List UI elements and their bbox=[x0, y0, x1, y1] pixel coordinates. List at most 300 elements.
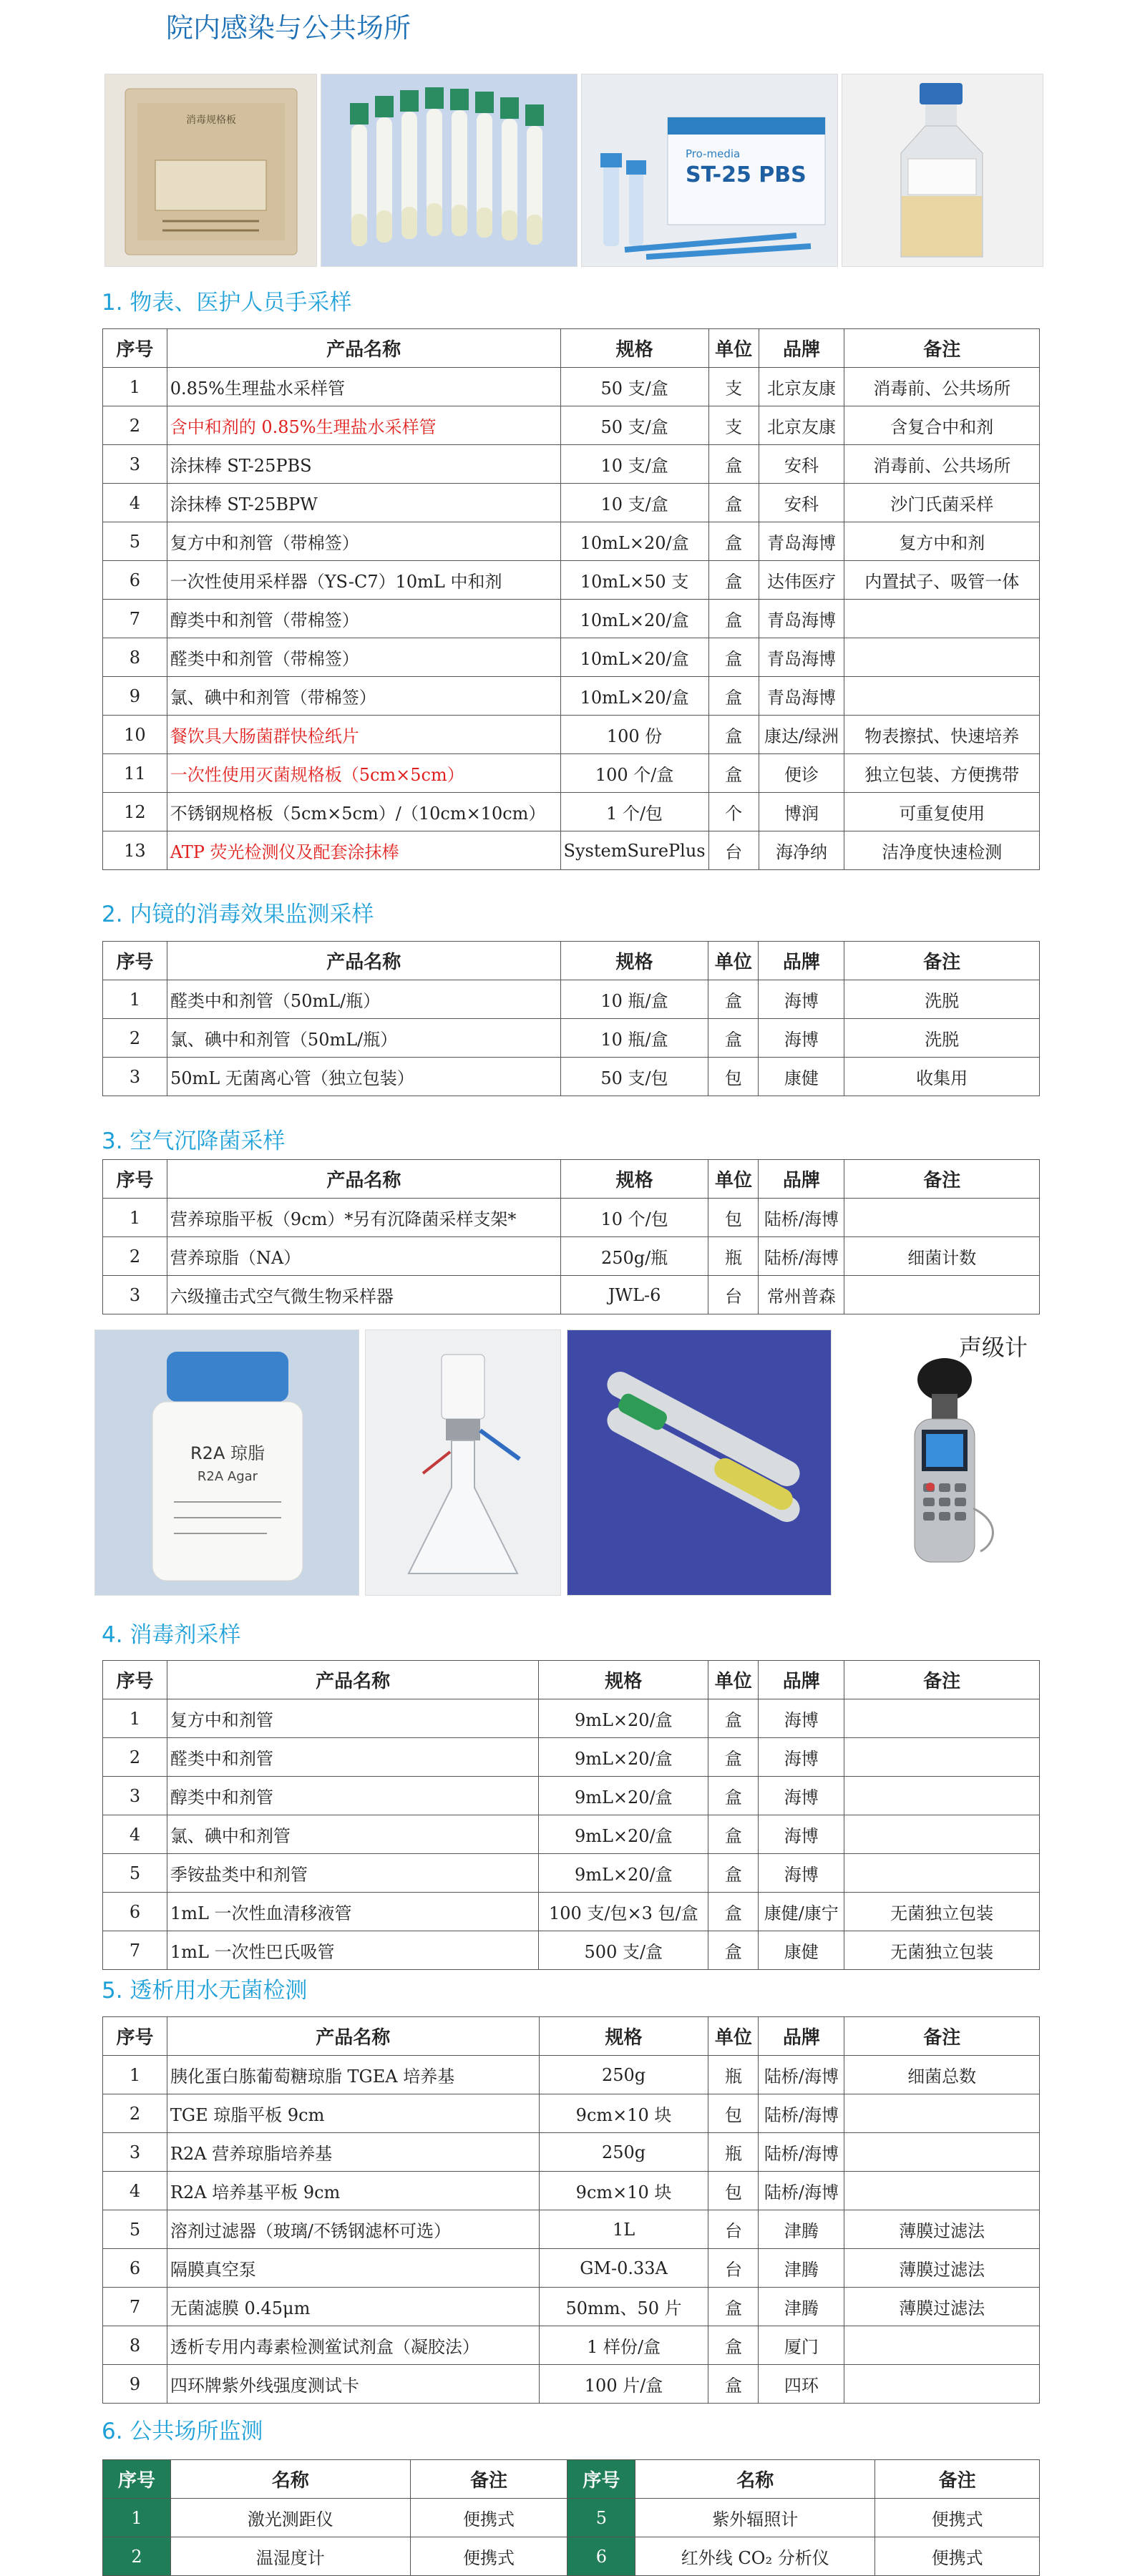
header-spec: 规格 bbox=[539, 2017, 708, 2056]
table-row bbox=[103, 2094, 1040, 2133]
product-brand: 陆桥/海博 bbox=[759, 2094, 844, 2133]
product-unit: 盒 bbox=[708, 561, 759, 600]
table-row bbox=[103, 716, 1040, 754]
product-note: 薄膜过滤法 bbox=[844, 2210, 1040, 2249]
table-row bbox=[103, 2288, 1040, 2326]
product-name: 涂抹棒 ST-25PBS bbox=[167, 445, 560, 484]
row-number: 3 bbox=[103, 1276, 167, 1314]
product-name: 四环牌紫外线强度测试卡 bbox=[167, 2365, 539, 2404]
table-body-4 bbox=[103, 1699, 1040, 1970]
row-number: 8 bbox=[103, 2326, 167, 2365]
row-number: 1 bbox=[103, 1699, 167, 1738]
product-brand: 海博 bbox=[759, 1854, 844, 1893]
product-spec: 9mL×20/盒 bbox=[539, 1777, 708, 1815]
product-unit: 盒 bbox=[708, 1854, 759, 1893]
r2a-agar-bottle-photo bbox=[94, 1330, 359, 1596]
product-note: 细菌计数 bbox=[844, 1237, 1040, 1276]
product-spec: 10mL×20/盒 bbox=[560, 522, 708, 561]
filter-funnel-photo bbox=[365, 1330, 561, 1596]
product-brand: 津腾 bbox=[759, 2288, 844, 2326]
section-title-5: 5. 透析用水无菌检测 bbox=[102, 1978, 308, 2004]
product-note: 沙门氏菌采样 bbox=[844, 484, 1040, 522]
product-brand: 厦门 bbox=[759, 2326, 844, 2365]
product-spec: 9mL×20/盒 bbox=[539, 1699, 708, 1738]
item-note: 便携式 bbox=[410, 2537, 567, 2576]
header-brand: 品牌 bbox=[759, 942, 844, 980]
row-number: 5 bbox=[103, 1854, 167, 1893]
product-name: 1mL 一次性巴氏吸管 bbox=[167, 1931, 538, 1970]
product-brand: 康达/绿洲 bbox=[759, 716, 844, 754]
row-number: 5 bbox=[103, 522, 167, 561]
product-unit: 盒 bbox=[708, 1019, 759, 1058]
bag-label: 消毒规格板 bbox=[186, 114, 236, 126]
product-unit: 盒 bbox=[708, 522, 759, 561]
box-sub-label: Pro-media bbox=[686, 147, 741, 160]
product-note: 复方中和剂 bbox=[844, 522, 1040, 561]
header-spec: 规格 bbox=[539, 1661, 708, 1699]
table-row bbox=[103, 561, 1040, 600]
photo-row-top bbox=[104, 74, 1043, 267]
table-row bbox=[103, 2499, 1040, 2537]
product-name: 氯、碘中和剂管（50mL/瓶） bbox=[167, 1019, 560, 1058]
product-spec: 100 片/盒 bbox=[539, 2365, 708, 2404]
table-row bbox=[103, 368, 1040, 406]
table-row bbox=[103, 1199, 1040, 1237]
product-name: 胰化蛋白胨葡萄糖琼脂 TGEA 培养基 bbox=[167, 2056, 539, 2094]
product-brand: 青岛海博 bbox=[759, 600, 844, 638]
product-unit: 盒 bbox=[708, 2326, 759, 2365]
table-row bbox=[103, 522, 1040, 561]
product-spec: 50 支/盒 bbox=[560, 368, 708, 406]
product-name: 隔膜真空泵 bbox=[167, 2249, 539, 2288]
product-brand: 海博 bbox=[759, 1019, 844, 1058]
header-no: 序号 bbox=[103, 1160, 167, 1199]
table-row bbox=[103, 1777, 1040, 1815]
product-name: 溶剂过滤器（玻璃/不锈钢滤杯可选） bbox=[167, 2210, 539, 2249]
sterile-bag-image bbox=[105, 74, 316, 266]
product-note: 无菌独立包装 bbox=[844, 1893, 1040, 1931]
table-row bbox=[103, 1893, 1040, 1931]
product-spec: 1L bbox=[539, 2210, 708, 2249]
product-unit: 盒 bbox=[708, 638, 759, 677]
swab-tubes-image bbox=[567, 1330, 831, 1595]
product-brand: 津腾 bbox=[759, 2210, 844, 2249]
table-row bbox=[103, 2172, 1040, 2210]
product-unit: 盒 bbox=[708, 445, 759, 484]
product-spec: 1 样份/盒 bbox=[539, 2326, 708, 2365]
product-unit: 包 bbox=[708, 2094, 759, 2133]
header-no: 序号 bbox=[103, 942, 167, 980]
product-spec: 100 份 bbox=[560, 716, 708, 754]
product-brand: 康健/康宁 bbox=[759, 1893, 844, 1931]
product-name: R2A 营养琼脂培养基 bbox=[167, 2133, 539, 2172]
photo-row-middle bbox=[94, 1330, 1052, 1596]
product-name: 一次性使用灭菌规格板（5cm×5cm） bbox=[167, 754, 560, 793]
product-note: 消毒前、公共场所 bbox=[844, 445, 1040, 484]
header-product: 产品名称 bbox=[167, 942, 560, 980]
table-row bbox=[103, 2210, 1040, 2249]
header-unit: 单位 bbox=[708, 942, 759, 980]
product-unit: 盒 bbox=[708, 484, 759, 522]
product-note bbox=[844, 1815, 1040, 1854]
section-title-6: 6. 公共场所监测 bbox=[102, 2419, 263, 2444]
row-number: 1 bbox=[103, 1199, 167, 1237]
row-number: 1 bbox=[103, 980, 167, 1019]
table-row bbox=[103, 2365, 1040, 2404]
header-note-2: 备注 bbox=[875, 2460, 1040, 2499]
product-unit: 瓶 bbox=[708, 2056, 759, 2094]
product-brand: 四环 bbox=[759, 2365, 844, 2404]
table-row bbox=[103, 1019, 1040, 1058]
table-row bbox=[103, 445, 1040, 484]
product-unit: 瓶 bbox=[708, 1237, 759, 1276]
product-spec: SystemSurePlus bbox=[560, 831, 708, 870]
product-brand: 博润 bbox=[759, 793, 844, 831]
product-name: 涂抹棒 ST-25BPW bbox=[167, 484, 560, 522]
header-note: 备注 bbox=[844, 329, 1040, 368]
product-spec: 100 支/包×3 包/盒 bbox=[539, 1893, 708, 1931]
product-name: TGE 琼脂平板 9cm bbox=[167, 2094, 539, 2133]
row-number: 11 bbox=[103, 754, 167, 793]
section-title-4: 4. 消毒剂采样 bbox=[102, 1622, 241, 1648]
table-section-2 bbox=[102, 941, 1040, 1096]
product-brand: 海博 bbox=[759, 1699, 844, 1738]
section-title-2: 2. 内镜的消毒效果监测采样 bbox=[102, 902, 374, 927]
table-row bbox=[103, 638, 1040, 677]
product-unit: 盒 bbox=[708, 600, 759, 638]
product-unit: 个 bbox=[708, 793, 759, 831]
row-number: 2 bbox=[103, 1738, 167, 1777]
product-note bbox=[844, 2172, 1040, 2210]
table-section-1 bbox=[102, 328, 1040, 870]
product-spec: 50 支/盒 bbox=[560, 406, 708, 445]
header-product: 产品名称 bbox=[167, 1160, 560, 1199]
row-number: 3 bbox=[103, 2133, 167, 2172]
product-note bbox=[844, 1699, 1040, 1738]
product-note: 薄膜过滤法 bbox=[844, 2249, 1040, 2288]
row-number: 1 bbox=[103, 2056, 167, 2094]
table-row bbox=[103, 1738, 1040, 1777]
item-note-2: 便携式 bbox=[875, 2537, 1040, 2576]
row-number: 4 bbox=[103, 2172, 167, 2210]
product-name: 一次性使用采样器（YS-C7）10mL 中和剂 bbox=[167, 561, 560, 600]
product-note bbox=[844, 1199, 1040, 1237]
product-brand: 津腾 bbox=[759, 2249, 844, 2288]
product-note bbox=[844, 2094, 1040, 2133]
box-label: ST-25 PBS bbox=[686, 162, 807, 187]
product-name: 醛类中和剂管 bbox=[167, 1738, 538, 1777]
product-note bbox=[844, 638, 1040, 677]
product-brand: 达伟医疗 bbox=[759, 561, 844, 600]
row-number: 8 bbox=[103, 638, 167, 677]
table-row bbox=[103, 2133, 1040, 2172]
section-title-3: 3. 空气沉降菌采样 bbox=[102, 1128, 286, 1154]
header-brand: 品牌 bbox=[759, 1661, 844, 1699]
table-row bbox=[103, 793, 1040, 831]
st25pbs-image bbox=[582, 74, 837, 266]
row-number: 9 bbox=[103, 677, 167, 716]
product-name: 营养琼脂平板（9cm）*另有沉降菌采样支架* bbox=[167, 1199, 560, 1237]
header-product: 产品名称 bbox=[167, 1661, 538, 1699]
product-unit: 瓶 bbox=[708, 2133, 759, 2172]
row-number: 2 bbox=[103, 406, 167, 445]
product-name: 不锈钢规格板（5cm×5cm）/（10cm×10cm） bbox=[167, 793, 560, 831]
row-number: 13 bbox=[103, 831, 167, 870]
row-number: 4 bbox=[103, 1815, 167, 1854]
product-spec: 9mL×20/盒 bbox=[539, 1815, 708, 1854]
header-name-2: 名称 bbox=[635, 2460, 875, 2499]
green-cap-tubes-photo bbox=[321, 74, 578, 267]
product-spec: 10 支/盒 bbox=[560, 484, 708, 522]
table-row bbox=[103, 2537, 1040, 2576]
table-header-row bbox=[103, 1160, 1040, 1199]
header-no-2: 序号 bbox=[567, 2460, 635, 2499]
product-spec: GM-0.33A bbox=[539, 2249, 708, 2288]
header-note: 备注 bbox=[410, 2460, 567, 2499]
product-spec: 10mL×50 支 bbox=[560, 561, 708, 600]
item-name: 温湿度计 bbox=[170, 2537, 410, 2576]
item-name-2: 紫外辐照计 bbox=[635, 2499, 875, 2537]
table-row bbox=[103, 831, 1040, 870]
row-number: 1 bbox=[103, 2499, 171, 2537]
row-number: 1 bbox=[103, 368, 167, 406]
row-number: 3 bbox=[103, 1058, 167, 1096]
row-number-2: 6 bbox=[567, 2537, 635, 2576]
product-unit: 盒 bbox=[708, 1738, 759, 1777]
product-spec: 9mL×20/盒 bbox=[539, 1854, 708, 1893]
product-spec: 10 支/盒 bbox=[560, 445, 708, 484]
product-unit: 台 bbox=[708, 2249, 759, 2288]
table-header-row bbox=[103, 942, 1040, 980]
header-spec: 规格 bbox=[560, 1160, 708, 1199]
product-spec: 50mm、50 片 bbox=[539, 2288, 708, 2326]
sound-level-meter-photo bbox=[837, 1330, 1052, 1594]
header-unit: 单位 bbox=[708, 1661, 759, 1699]
product-brand: 海博 bbox=[759, 980, 844, 1019]
product-name: R2A 培养基平板 9cm bbox=[167, 2172, 539, 2210]
product-unit: 台 bbox=[708, 831, 759, 870]
table-row bbox=[103, 1276, 1040, 1314]
table-body-6 bbox=[103, 2499, 1040, 2576]
product-note: 物表擦拭、快速培养 bbox=[844, 716, 1040, 754]
table-row bbox=[103, 980, 1040, 1019]
item-note-2: 便携式 bbox=[875, 2499, 1040, 2537]
product-name: 醛类中和剂管（50mL/瓶） bbox=[167, 980, 560, 1019]
product-name: 复方中和剂管（带棉签） bbox=[167, 522, 560, 561]
product-name: 透析专用内毒素检测鲎试剂盒（凝胶法） bbox=[167, 2326, 539, 2365]
table-section-4 bbox=[102, 1660, 1040, 1970]
product-note: 细菌总数 bbox=[844, 2056, 1040, 2094]
product-name: 无菌滤膜 0.45μm bbox=[167, 2288, 539, 2326]
table-row bbox=[103, 1854, 1040, 1893]
product-note bbox=[844, 2365, 1040, 2404]
header-spec: 规格 bbox=[560, 942, 708, 980]
row-number: 7 bbox=[103, 600, 167, 638]
product-note bbox=[844, 1738, 1040, 1777]
product-name: 营养琼脂（NA） bbox=[167, 1237, 560, 1276]
product-note bbox=[844, 1854, 1040, 1893]
product-name: 含中和剂的 0.85%生理盐水采样管 bbox=[167, 406, 560, 445]
row-number: 12 bbox=[103, 793, 167, 831]
product-spec: 10 个/包 bbox=[560, 1199, 708, 1237]
product-brand: 康健 bbox=[759, 1931, 844, 1970]
product-unit: 包 bbox=[708, 1058, 759, 1096]
product-note bbox=[844, 600, 1040, 638]
product-note: 消毒前、公共场所 bbox=[844, 368, 1040, 406]
product-name: 醇类中和剂管（带棉签） bbox=[167, 600, 560, 638]
table-row bbox=[103, 754, 1040, 793]
product-brand: 便诊 bbox=[759, 754, 844, 793]
product-brand: 陆桥/海博 bbox=[759, 1199, 844, 1237]
product-name: 六级撞击式空气微生物采样器 bbox=[167, 1276, 560, 1314]
row-number: 2 bbox=[103, 2094, 167, 2133]
row-number: 2 bbox=[103, 1019, 167, 1058]
product-unit: 支 bbox=[708, 368, 759, 406]
product-name: 复方中和剂管 bbox=[167, 1699, 538, 1738]
product-spec: 10mL×20/盒 bbox=[560, 638, 708, 677]
table-row bbox=[103, 2249, 1040, 2288]
row-number: 6 bbox=[103, 2249, 167, 2288]
table-row bbox=[103, 677, 1040, 716]
table-header-row bbox=[103, 1661, 1040, 1699]
tubes-image bbox=[321, 74, 577, 266]
table-section-6 bbox=[102, 2459, 1040, 2576]
product-unit: 盒 bbox=[708, 1699, 759, 1738]
table-row bbox=[103, 2326, 1040, 2365]
product-note: 薄膜过滤法 bbox=[844, 2288, 1040, 2326]
product-note: 收集用 bbox=[844, 1058, 1040, 1096]
table-body-1 bbox=[103, 368, 1040, 870]
table-row bbox=[103, 2056, 1040, 2094]
product-name: 氯、碘中和剂管（带棉签） bbox=[167, 677, 560, 716]
item-name-2: 红外线 CO₂ 分析仪 bbox=[635, 2537, 875, 2576]
product-spec: 250g bbox=[539, 2133, 708, 2172]
product-brand: 青岛海博 bbox=[759, 522, 844, 561]
header-no: 序号 bbox=[103, 329, 167, 368]
product-note: 洗脱 bbox=[844, 980, 1040, 1019]
product-note: 无菌独立包装 bbox=[844, 1931, 1040, 1970]
header-note: 备注 bbox=[844, 1661, 1040, 1699]
product-note bbox=[844, 2133, 1040, 2172]
row-number: 3 bbox=[103, 1777, 167, 1815]
row-number: 9 bbox=[103, 2365, 167, 2404]
product-unit: 盒 bbox=[708, 2288, 759, 2326]
table-row bbox=[103, 1058, 1040, 1096]
media-bottle-photo bbox=[842, 74, 1043, 267]
product-name: ATP 荧光检测仪及配套涂抹棒 bbox=[167, 831, 560, 870]
product-unit: 台 bbox=[708, 1276, 759, 1314]
product-name: 季铵盐类中和剂管 bbox=[167, 1854, 538, 1893]
header-spec: 规格 bbox=[560, 329, 708, 368]
item-name: 激光测距仪 bbox=[170, 2499, 410, 2537]
header-no: 序号 bbox=[103, 1661, 167, 1699]
product-spec: JWL-6 bbox=[560, 1276, 708, 1314]
funnel-image bbox=[366, 1330, 560, 1595]
product-spec: 100 个/盒 bbox=[560, 754, 708, 793]
product-name: 餐饮具大肠菌群快检纸片 bbox=[167, 716, 560, 754]
product-unit: 盒 bbox=[708, 716, 759, 754]
table-section-5 bbox=[102, 2016, 1040, 2404]
product-note: 含复合中和剂 bbox=[844, 406, 1040, 445]
product-name: 0.85%生理盐水采样管 bbox=[167, 368, 560, 406]
product-note bbox=[844, 1276, 1040, 1314]
product-brand: 陆桥/海博 bbox=[759, 2172, 844, 2210]
product-note: 内置拭子、吸管一体 bbox=[844, 561, 1040, 600]
item-note: 便携式 bbox=[410, 2499, 567, 2537]
product-spec: 1 个/包 bbox=[560, 793, 708, 831]
row-number: 6 bbox=[103, 1893, 167, 1931]
r2a-label: R2A 琼脂 bbox=[190, 1443, 265, 1463]
product-unit: 支 bbox=[708, 406, 759, 445]
row-number: 6 bbox=[103, 561, 167, 600]
row-number: 7 bbox=[103, 2288, 167, 2326]
table-row bbox=[103, 406, 1040, 445]
table-header-row bbox=[103, 329, 1040, 368]
row-number: 3 bbox=[103, 445, 167, 484]
st25pbs-box-photo bbox=[581, 74, 838, 267]
product-brand: 海博 bbox=[759, 1738, 844, 1777]
product-unit: 盒 bbox=[708, 1931, 759, 1970]
product-spec: 10 瓶/盒 bbox=[560, 980, 708, 1019]
product-note: 独立包装、方便携带 bbox=[844, 754, 1040, 793]
product-unit: 盒 bbox=[708, 1893, 759, 1931]
product-name: 1mL 一次性血清移液管 bbox=[167, 1893, 538, 1931]
table-row bbox=[103, 484, 1040, 522]
product-name: 50mL 无菌离心管（独立包装） bbox=[167, 1058, 560, 1096]
table-row bbox=[103, 1237, 1040, 1276]
product-unit: 包 bbox=[708, 2172, 759, 2210]
header-no: 序号 bbox=[103, 2460, 171, 2499]
table-row bbox=[103, 1931, 1040, 1970]
header-unit: 单位 bbox=[708, 1160, 759, 1199]
page-title: 院内感染与公共场所 bbox=[166, 12, 411, 44]
product-unit: 台 bbox=[708, 2210, 759, 2249]
product-name: 氯、碘中和剂管 bbox=[167, 1815, 538, 1854]
table-row bbox=[103, 1815, 1040, 1854]
product-spec: 250g bbox=[539, 2056, 708, 2094]
header-unit: 单位 bbox=[708, 329, 759, 368]
header-no: 序号 bbox=[103, 2017, 167, 2056]
product-spec: 10 瓶/盒 bbox=[560, 1019, 708, 1058]
product-brand: 海博 bbox=[759, 1777, 844, 1815]
product-spec: 10mL×20/盒 bbox=[560, 600, 708, 638]
product-spec: 50 支/包 bbox=[560, 1058, 708, 1096]
row-number: 5 bbox=[103, 2210, 167, 2249]
header-brand: 品牌 bbox=[759, 1160, 844, 1199]
header-brand: 品牌 bbox=[759, 329, 844, 368]
product-brand: 陆桥/海博 bbox=[759, 2056, 844, 2094]
bottle-image bbox=[842, 74, 1043, 266]
product-note: 洗脱 bbox=[844, 1019, 1040, 1058]
product-note bbox=[844, 2326, 1040, 2365]
product-brand: 陆桥/海博 bbox=[759, 1237, 844, 1276]
product-name: 醛类中和剂管（带棉签） bbox=[167, 638, 560, 677]
row-number-2: 5 bbox=[567, 2499, 635, 2537]
r2a-sub-label: R2A Agar bbox=[197, 1469, 258, 1484]
product-unit: 包 bbox=[708, 1199, 759, 1237]
product-brand: 海净纳 bbox=[759, 831, 844, 870]
header-note: 备注 bbox=[844, 1160, 1040, 1199]
product-brand: 康健 bbox=[759, 1058, 844, 1096]
product-spec: 250g/瓶 bbox=[560, 1237, 708, 1276]
table-row bbox=[103, 1699, 1040, 1738]
header-brand: 品牌 bbox=[759, 2017, 844, 2056]
header-name: 名称 bbox=[170, 2460, 410, 2499]
table-body-3 bbox=[103, 1199, 1040, 1314]
table-section-3 bbox=[102, 1159, 1040, 1314]
row-number: 4 bbox=[103, 484, 167, 522]
table-body-5 bbox=[103, 2056, 1040, 2404]
